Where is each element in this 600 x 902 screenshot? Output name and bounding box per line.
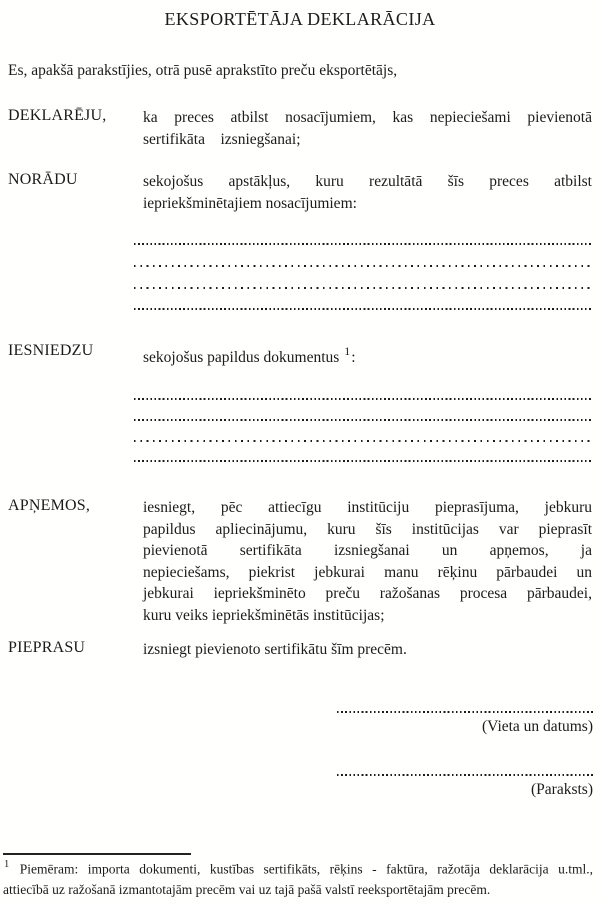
place-date-label: (Vieta un datums) (482, 718, 593, 735)
section-body-iesniedzu (143, 342, 592, 369)
footnote-text: Piemēram: importa dokumenti, kustības sertifikāts, rēķins - faktūra, ražotāja deklarācija u.tml., (19, 861, 594, 877)
body-text-line: pievienotā sertifikāta izsniegšanai un apņemos, ja (143, 542, 592, 559)
body-text-line: sekojošus apstākļus, kuru rezultātā šīs preces atbilst (143, 173, 592, 190)
footnote-line: attiecībā uz ražošanā izmantotajām precēm vai uz tajā pašā valstī reeksportētajām precēm. (3, 881, 491, 897)
footnote-separator (3, 853, 191, 855)
fill-in-line[interactable] (134, 287, 592, 289)
section-body-noradu (143, 171, 592, 214)
document-title: EKSPORTĒTĀJA DEKLARĀCIJA (164, 9, 436, 29)
iesniedzu-text: sekojošus papildus dokumentus (143, 349, 344, 367)
fill-in-line-signature[interactable] (337, 774, 593, 776)
fill-in-line-place-date[interactable] (337, 711, 593, 713)
body-text-line: iesniegt, pēc attiecīgu institūciju pieprasījuma, jebkuru (143, 499, 592, 516)
section-body-apnemos (143, 497, 592, 626)
fill-in-line[interactable] (134, 419, 592, 421)
intro-line: Es, apakšā parakstījies, otrā pusē aprakstīto preču eksportētājs, (8, 62, 398, 79)
fill-in-line[interactable] (134, 243, 592, 245)
footnote-line (3, 856, 593, 880)
body-text-line: kuru veiks iepriekšminētās institūcijas; (143, 606, 385, 624)
section-label-pieprasu: PIEPRASU (8, 639, 86, 656)
body-text-line: jebkurai iepriekšminēto preču ražošanas procesa pārbaudei, (143, 585, 592, 602)
section-body-deklareju (143, 107, 592, 150)
body-text-line (143, 342, 592, 369)
fill-in-line[interactable] (134, 440, 592, 442)
section-label-noradu: NORĀDU (8, 171, 78, 188)
body-text-line: sertifikāta izsniegšanai; (143, 130, 301, 148)
body-text-line: izsniegt pievienoto sertifikātu šīm precēm. (143, 641, 407, 658)
body-text-line: ka preces atbilst nosacījumiem, kas nepieciešami pievienotā (143, 109, 592, 126)
section-label-deklareju: DEKLARĒJU, (8, 107, 107, 124)
body-text-line: nepieciešams, piekrist jebkurai manu rēķinu pārbaudei un (143, 563, 592, 581)
body-text-line: papildus apliecinājumu, kuru šīs institūcijas var pieprasīt (143, 520, 592, 538)
section-body-pieprasu (143, 639, 592, 661)
fill-in-line[interactable] (134, 308, 592, 310)
fill-in-line[interactable] (134, 265, 592, 267)
body-text-line: iepriekšminētajiem nosacījumiem: (143, 194, 357, 212)
footnote-reference: 1 (4, 859, 10, 870)
section-label-iesniedzu: IESNIEDZU (8, 342, 94, 359)
section-label-apnemos: APŅEMOS, (8, 497, 91, 514)
iesniedzu-suffix: : (351, 349, 356, 367)
fill-in-line[interactable] (134, 398, 592, 400)
signature-label: (Paraksts) (531, 781, 593, 798)
footnote-reference: 1 (344, 344, 351, 358)
footnote (3, 856, 593, 900)
fill-in-line[interactable] (134, 460, 592, 462)
